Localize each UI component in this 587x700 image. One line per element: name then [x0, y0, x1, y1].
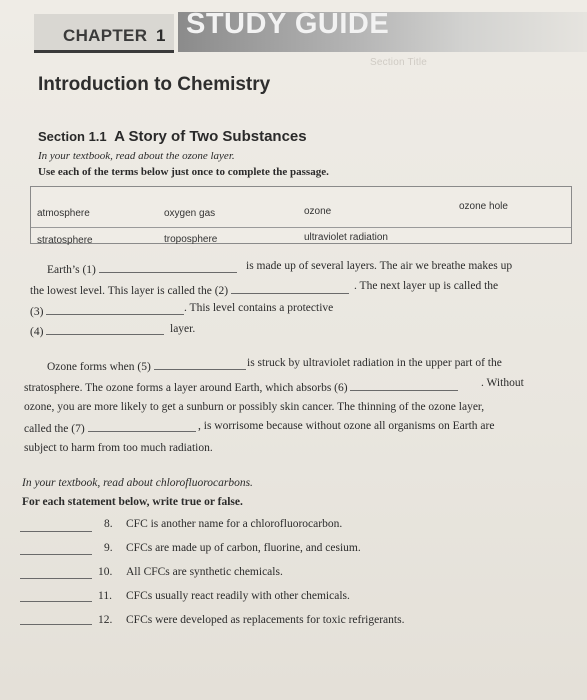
- page-title: Introduction to Chemistry: [38, 74, 271, 95]
- statement-number: 12.: [98, 614, 113, 626]
- statement-text: CFC is another name for a chlorofluorocarbon.: [126, 518, 343, 530]
- answer-blank-1[interactable]: [99, 262, 237, 273]
- passage1-text: . The next layer up is called the: [354, 280, 499, 292]
- answer-blank-4[interactable]: [46, 324, 164, 335]
- answer-blank-6[interactable]: [350, 380, 458, 391]
- passage1-line4: [30, 324, 164, 338]
- passage2-text: Ozone forms when (5): [47, 361, 151, 373]
- passage1-text: (4): [30, 326, 44, 338]
- answer-blank-12[interactable]: [20, 623, 92, 625]
- passage2-text: is struck by ultraviolet radiation in the upper part of the: [247, 357, 502, 369]
- answer-blank-2[interactable]: [231, 283, 349, 294]
- study-guide-title: STUDY GUIDE: [186, 8, 390, 40]
- answer-blank-8[interactable]: [20, 530, 92, 532]
- statement-text: CFCs are made up of carbon, fluorine, and cesium.: [126, 542, 361, 554]
- passage1-text: layer.: [170, 323, 196, 335]
- passage1-text: Earth’s (1): [47, 264, 96, 276]
- word-bank-divider: [31, 227, 571, 228]
- answer-blank-9[interactable]: [20, 553, 92, 555]
- answer-blank-7[interactable]: [88, 421, 196, 432]
- statement-number: 11.: [98, 590, 112, 602]
- instruction-true-false: For each statement below, write true or false.: [22, 496, 243, 508]
- term-oxygen-gas: oxygen gas: [164, 208, 216, 219]
- section-heading: [38, 128, 307, 146]
- passage1-line2: [30, 283, 349, 297]
- statement-text: CFCs usually react readily with other chemicals.: [126, 590, 350, 602]
- statement-text: All CFCs are synthetic chemicals.: [126, 566, 283, 578]
- instruction-terms: Use each of the terms below just once to complete the passage.: [38, 166, 329, 178]
- statement-number: 9.: [104, 542, 113, 554]
- passage1-text: . This level contains a protective: [184, 302, 334, 314]
- faint-header-text: Section Title: [370, 57, 428, 68]
- instruction-cfc-read: In your textbook, read about chlorofluorocarbons.: [22, 477, 253, 489]
- answer-blank-3[interactable]: [46, 304, 184, 315]
- term-troposphere: troposphere: [164, 234, 218, 245]
- chapter-number: 1: [156, 26, 166, 45]
- passage1-text: is made up of several layers. The air we breathe makes up: [246, 260, 513, 272]
- passage1-line3: [30, 304, 184, 318]
- passage2-text: called the (7): [24, 423, 85, 435]
- word-bank: [30, 186, 572, 244]
- chapter-label: CHAPTER: [63, 26, 148, 45]
- term-ultraviolet-radiation: ultraviolet radiation: [304, 232, 388, 243]
- passage2-text: ozone, you are more likely to get a sunburn or possibly skin cancer. The thinning of the ozone layer,: [24, 401, 485, 413]
- statement-number: 8.: [104, 518, 113, 530]
- passage1-line1: [47, 262, 237, 276]
- passage2-text: stratosphere. The ozone forms a layer around Earth, which absorbs (6): [24, 382, 348, 394]
- passage2-line4: [24, 421, 196, 435]
- passage2-text: subject to harm from too much radiation.: [24, 442, 213, 454]
- section-name: A Story of Two Substances: [114, 128, 307, 145]
- answer-blank-5[interactable]: [154, 359, 246, 370]
- passage1-text: the lowest level. This layer is called the (2): [30, 285, 229, 297]
- statement-number: 10.: [98, 566, 113, 578]
- term-stratosphere: stratosphere: [37, 235, 93, 246]
- passage1-text: (3): [30, 306, 44, 318]
- term-atmosphere: atmosphere: [37, 208, 90, 219]
- instruction-read: In your textbook, read about the ozone layer.: [38, 150, 235, 162]
- passage2-text: , is worrisome because without ozone all organisms on Earth are: [198, 420, 495, 432]
- term-ozone: ozone: [304, 206, 332, 217]
- answer-blank-11[interactable]: [20, 600, 92, 602]
- section-number: Section 1.1: [38, 129, 107, 144]
- answer-blank-10[interactable]: [20, 577, 92, 579]
- passage2-line1: [47, 359, 246, 373]
- statement-text: CFCs were developed as replacements for toxic refrigerants.: [126, 614, 405, 626]
- passage2-line2: [24, 380, 458, 394]
- passage2-text: . Without: [481, 377, 524, 389]
- term-ozone-hole: ozone hole: [459, 201, 508, 212]
